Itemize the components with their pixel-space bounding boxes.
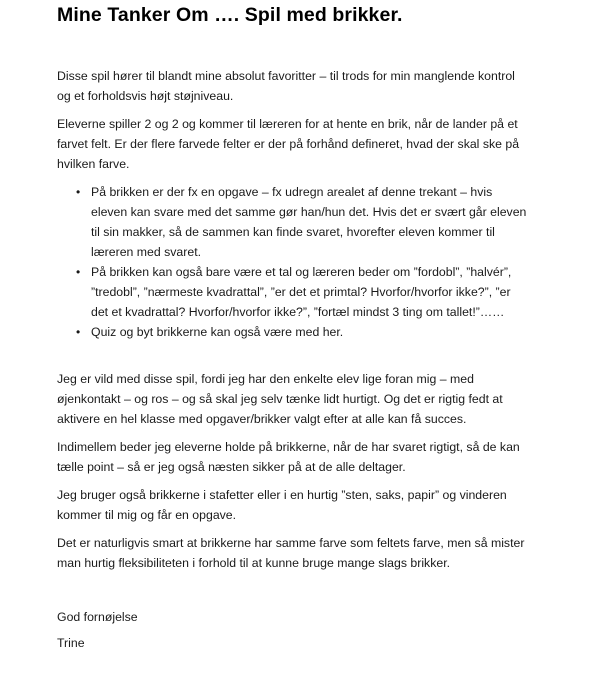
signature-text: Trine <box>57 636 85 650</box>
main-paragraph-3: Jeg bruger også brikkerne i stafetter eller i en hurtig ”sten, saks, papir” og vinderen kommer til mig og får en opgave. <box>57 488 507 522</box>
bullet-item: • På brikken er der fx en opgave – fx udregn arealet af denne trekant – hvis eleven kan svare med det samme gør han/hun det. Hvis det er svært går eleven til sin makker, så de sammen kan finde svaret, hvorefter eleven kommer til læreren med svaret. <box>91 182 527 262</box>
bullet-list <box>57 182 527 342</box>
document-title: Mine Tanker Om …. Spil med brikker. <box>57 4 403 26</box>
bullet-item: • På brikken kan også bare være et tal og læreren beder om ”fordobl”, ”halvér”, ”tredobl”, ”nærmeste kvadrattal”, ”er det et primtal? Hvorfor/hvorfor ikke?”, ”er det et kvadrattal? Hvorfor/hvorfor ikke?”, ”fortæl mindst 3 ting om tallet!”…… <box>91 262 527 322</box>
closing-text: God fornøjelse <box>57 610 138 624</box>
main-paragraph-2: Indimellem beder jeg eleverne holde på brikkerne, når de har svaret rigtigt, så de kan tælle point – så er jeg også næsten sikker på at de alle deltager. <box>57 440 520 474</box>
main-paragraph-4: Det er naturligvis smart at brikkerne har samme farve som feltets farve, men så mister man hurtig fleksibiliteten i forhold til at kunne bruge mange slags brikker. <box>57 536 525 570</box>
intro-paragraph-2: Eleverne spiller 2 og 2 og kommer til læreren for at hente en brik, når de lander på et farvet felt. Er der flere farvede felter er der på forhånd defineret, hvad der skal ske på hvilken farve. <box>57 117 520 171</box>
bullet-item: • Quiz og byt brikkerne kan også være med her. <box>91 322 527 342</box>
main-paragraph-1: Jeg er vild med disse spil, fordi jeg har den enkelte elev lige foran mig – med øjenkontakt – og ros – og så skal jeg selv tænke lidt hurtigt. Og det er rigtig fedt at aktivere en hel klasse med opgaver/brikker valgt efter at alle kan få succes. <box>57 372 503 426</box>
spacer <box>57 581 527 607</box>
document-body <box>57 66 527 659</box>
spacer <box>57 342 527 369</box>
signoff <box>57 607 527 653</box>
intro-paragraph-1: Disse spil hører til blandt mine absolut favoritter – til trods for min manglende kontrol og et forholdsvis højt støjniveau. <box>57 69 515 103</box>
